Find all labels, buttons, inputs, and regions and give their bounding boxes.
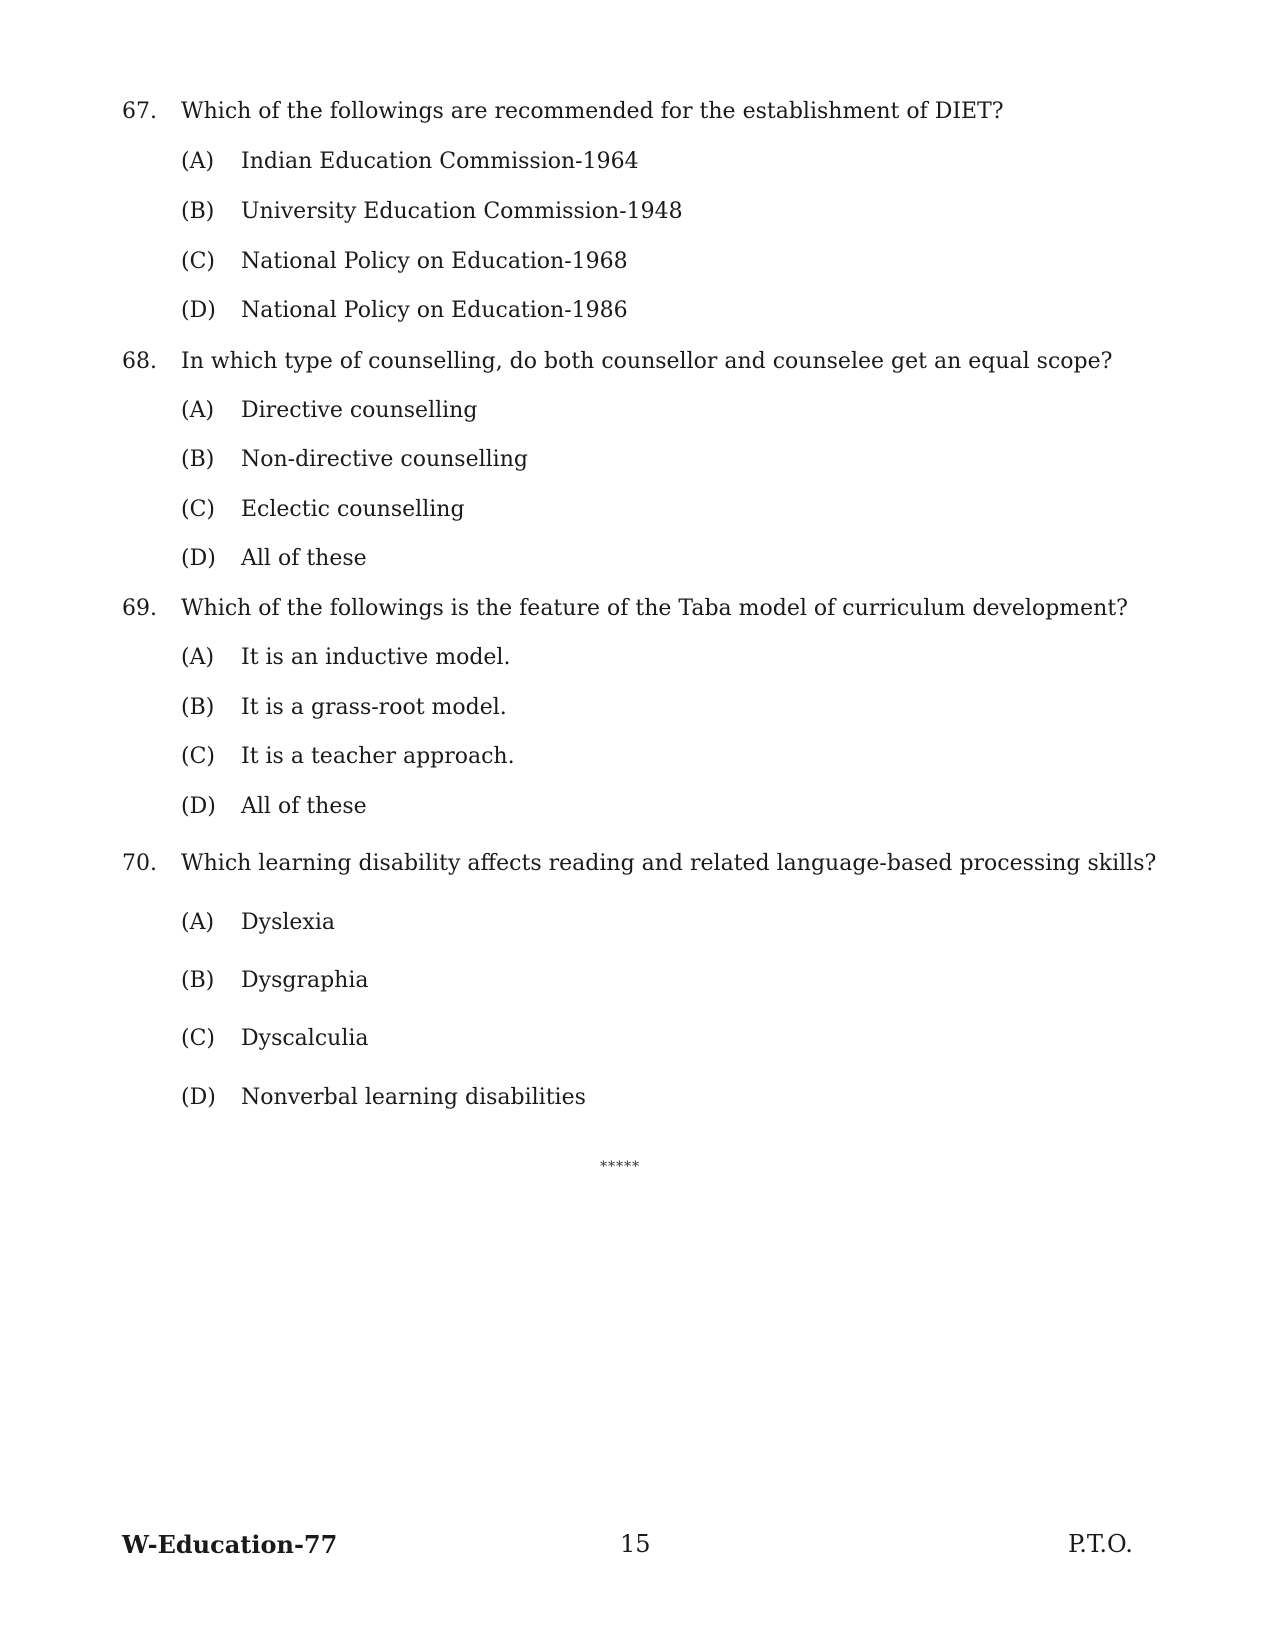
option-label: (A) xyxy=(181,645,215,670)
option-text: Dysgraphia xyxy=(241,968,369,993)
option-label: (B) xyxy=(181,199,215,224)
option-text: Nonverbal learning disabilities xyxy=(241,1085,586,1110)
option-label: (C) xyxy=(181,249,215,274)
option-label: (D) xyxy=(181,546,216,571)
option-text: Dyslexia xyxy=(241,910,335,935)
option-label: (C) xyxy=(181,1026,215,1051)
option-text: It is a grass-root model. xyxy=(241,695,507,720)
question-number: 68. xyxy=(122,349,157,374)
option-label: (B) xyxy=(181,447,215,472)
option-label: (D) xyxy=(181,794,216,819)
option-label: (B) xyxy=(181,695,215,720)
option-text: University Education Commission-1948 xyxy=(241,199,683,224)
option-label: (A) xyxy=(181,398,215,423)
question-text: In which type of counselling, do both counsellor and counselee get an equal scope? xyxy=(181,349,1113,374)
option-text: All of these xyxy=(241,794,367,819)
please-turn-over: P.T.O. xyxy=(1068,1530,1133,1558)
question-text: Which of the followings are recommended for the establishment of DIET? xyxy=(181,99,1004,124)
option-text: Non-directive counselling xyxy=(241,447,528,472)
option-text: All of these xyxy=(241,546,367,571)
option-text: Eclectic counselling xyxy=(241,497,465,522)
question-number: 70. xyxy=(122,851,157,876)
booklet-code: W-Education-77 xyxy=(122,1530,338,1559)
page-number: 15 xyxy=(620,1530,651,1558)
option-label: (A) xyxy=(181,910,215,935)
end-of-section-marker: ***** xyxy=(600,1159,640,1175)
option-label: (B) xyxy=(181,968,215,993)
option-text: It is a teacher approach. xyxy=(241,744,515,769)
question-number: 69. xyxy=(122,596,157,621)
option-label: (D) xyxy=(181,1085,216,1110)
question-number: 67. xyxy=(122,99,157,124)
option-text: Directive counselling xyxy=(241,398,478,423)
option-label: (D) xyxy=(181,298,216,323)
question-text: Which of the followings is the feature of the Taba model of curriculum development? xyxy=(181,596,1128,621)
option-label: (A) xyxy=(181,149,215,174)
option-text: It is an inductive model. xyxy=(241,645,511,670)
option-text: Dyscalculia xyxy=(241,1026,369,1051)
option-text: National Policy on Education-1968 xyxy=(241,249,628,274)
question-text: Which learning disability affects reading and related language-based processing skills? xyxy=(181,851,1157,876)
option-label: (C) xyxy=(181,497,215,522)
option-text: Indian Education Commission-1964 xyxy=(241,149,639,174)
option-label: (C) xyxy=(181,744,215,769)
option-text: National Policy on Education-1986 xyxy=(241,298,628,323)
